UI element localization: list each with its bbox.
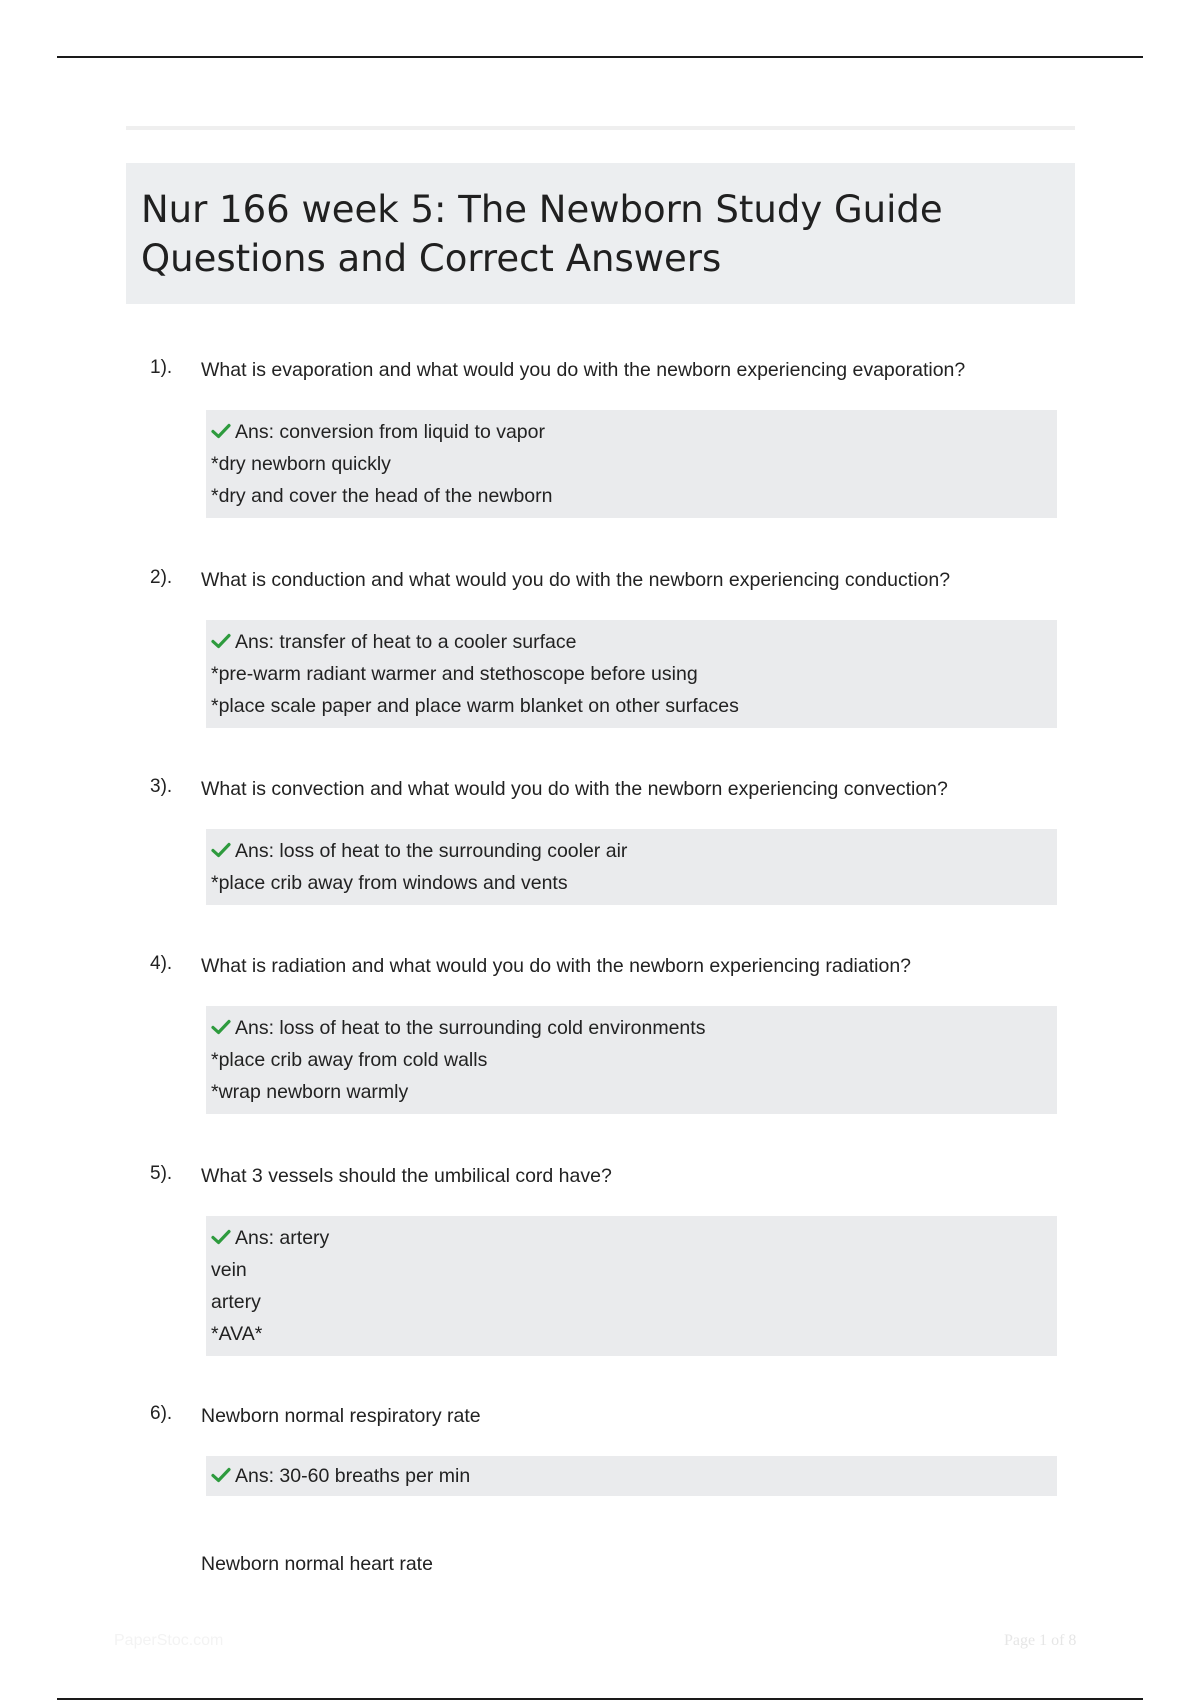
answer-text: Ans: conversion from liquid to vapor <box>235 421 545 443</box>
answer-box <box>206 1456 1057 1496</box>
answer-box <box>206 1006 1057 1114</box>
checkmark-icon <box>211 842 231 858</box>
question-number: 6). <box>150 1403 173 1424</box>
checkmark-icon <box>211 423 231 439</box>
question-item <box>150 565 1060 717</box>
answer-line: *place scale paper and place warm blanket on other surfaces <box>211 695 739 717</box>
answer-text: Ans: loss of heat to the surrounding cooler air <box>235 840 628 862</box>
question-text: What is conduction and what would you do with the newborn experiencing conduction? <box>201 569 951 591</box>
question-number: 1). <box>150 357 173 378</box>
answer-line: *place crib away from cold walls <box>211 1049 488 1071</box>
question-text: What is evaporation and what would you do with the newborn experiencing evaporation? <box>201 359 966 381</box>
top-rule <box>57 56 1143 58</box>
title-line-2: Questions and Correct Answers <box>141 237 722 280</box>
question-text: What 3 vessels should the umbilical cord have? <box>201 1165 612 1187</box>
answer-line: vein <box>211 1259 247 1281</box>
question-item <box>150 1549 1060 1579</box>
question-number: 5). <box>150 1163 173 1184</box>
answer-line: *place crib away from windows and vents <box>211 872 568 894</box>
checkmark-icon <box>211 1019 231 1035</box>
question-number: 3). <box>150 776 173 797</box>
answer-box <box>206 1216 1057 1356</box>
answer-line <box>211 1460 1057 1492</box>
question-item <box>150 951 1060 1103</box>
answer-text: Ans: 30-60 breaths per min <box>235 1465 471 1487</box>
answer-box <box>206 829 1057 905</box>
answer-text: Ans: loss of heat to the surrounding cold environments <box>235 1017 706 1039</box>
answer-line: *dry newborn quickly <box>211 453 391 475</box>
answer-line <box>211 835 1057 867</box>
checkmark-icon <box>211 1467 231 1483</box>
answer-line: *dry and cover the head of the newborn <box>211 485 553 507</box>
title-line-1: Nur 166 week 5: The Newborn Study Guide <box>141 188 943 231</box>
question-number: 4). <box>150 953 173 974</box>
question-text: Newborn normal heart rate <box>201 1553 433 1575</box>
question-item <box>150 1161 1060 1345</box>
title-banner <box>126 163 1075 304</box>
checkmark-icon <box>211 633 231 649</box>
answer-text: Ans: artery <box>235 1227 330 1249</box>
answer-line: artery <box>211 1291 261 1313</box>
question-text: What is convection and what would you do with the newborn experiencing convection? <box>201 778 948 800</box>
question-item <box>150 774 1060 894</box>
answer-line <box>211 1012 1057 1044</box>
answer-line <box>211 416 1057 448</box>
answer-line <box>211 1222 1057 1254</box>
header-divider <box>126 126 1075 130</box>
answer-line: *AVA* <box>211 1323 263 1345</box>
checkmark-icon <box>211 1229 231 1245</box>
question-text: What is radiation and what would you do with the newborn experiencing radiation? <box>201 955 912 977</box>
question-item <box>150 1401 1060 1487</box>
page-number: Page 1 of 8 <box>1004 1632 1077 1649</box>
answer-box <box>206 620 1057 728</box>
answer-line: *wrap newborn warmly <box>211 1081 409 1103</box>
question-text: Newborn normal respiratory rate <box>201 1405 481 1427</box>
watermark: PaperStoc.com <box>114 1632 224 1649</box>
answer-line <box>211 626 1057 658</box>
document-title <box>141 185 1060 283</box>
question-item <box>150 355 1060 507</box>
answer-text: Ans: transfer of heat to a cooler surface <box>235 631 577 653</box>
question-number: 2). <box>150 567 173 588</box>
answer-box <box>206 410 1057 518</box>
answer-line: *pre-warm radiant warmer and stethoscope before using <box>211 663 698 685</box>
